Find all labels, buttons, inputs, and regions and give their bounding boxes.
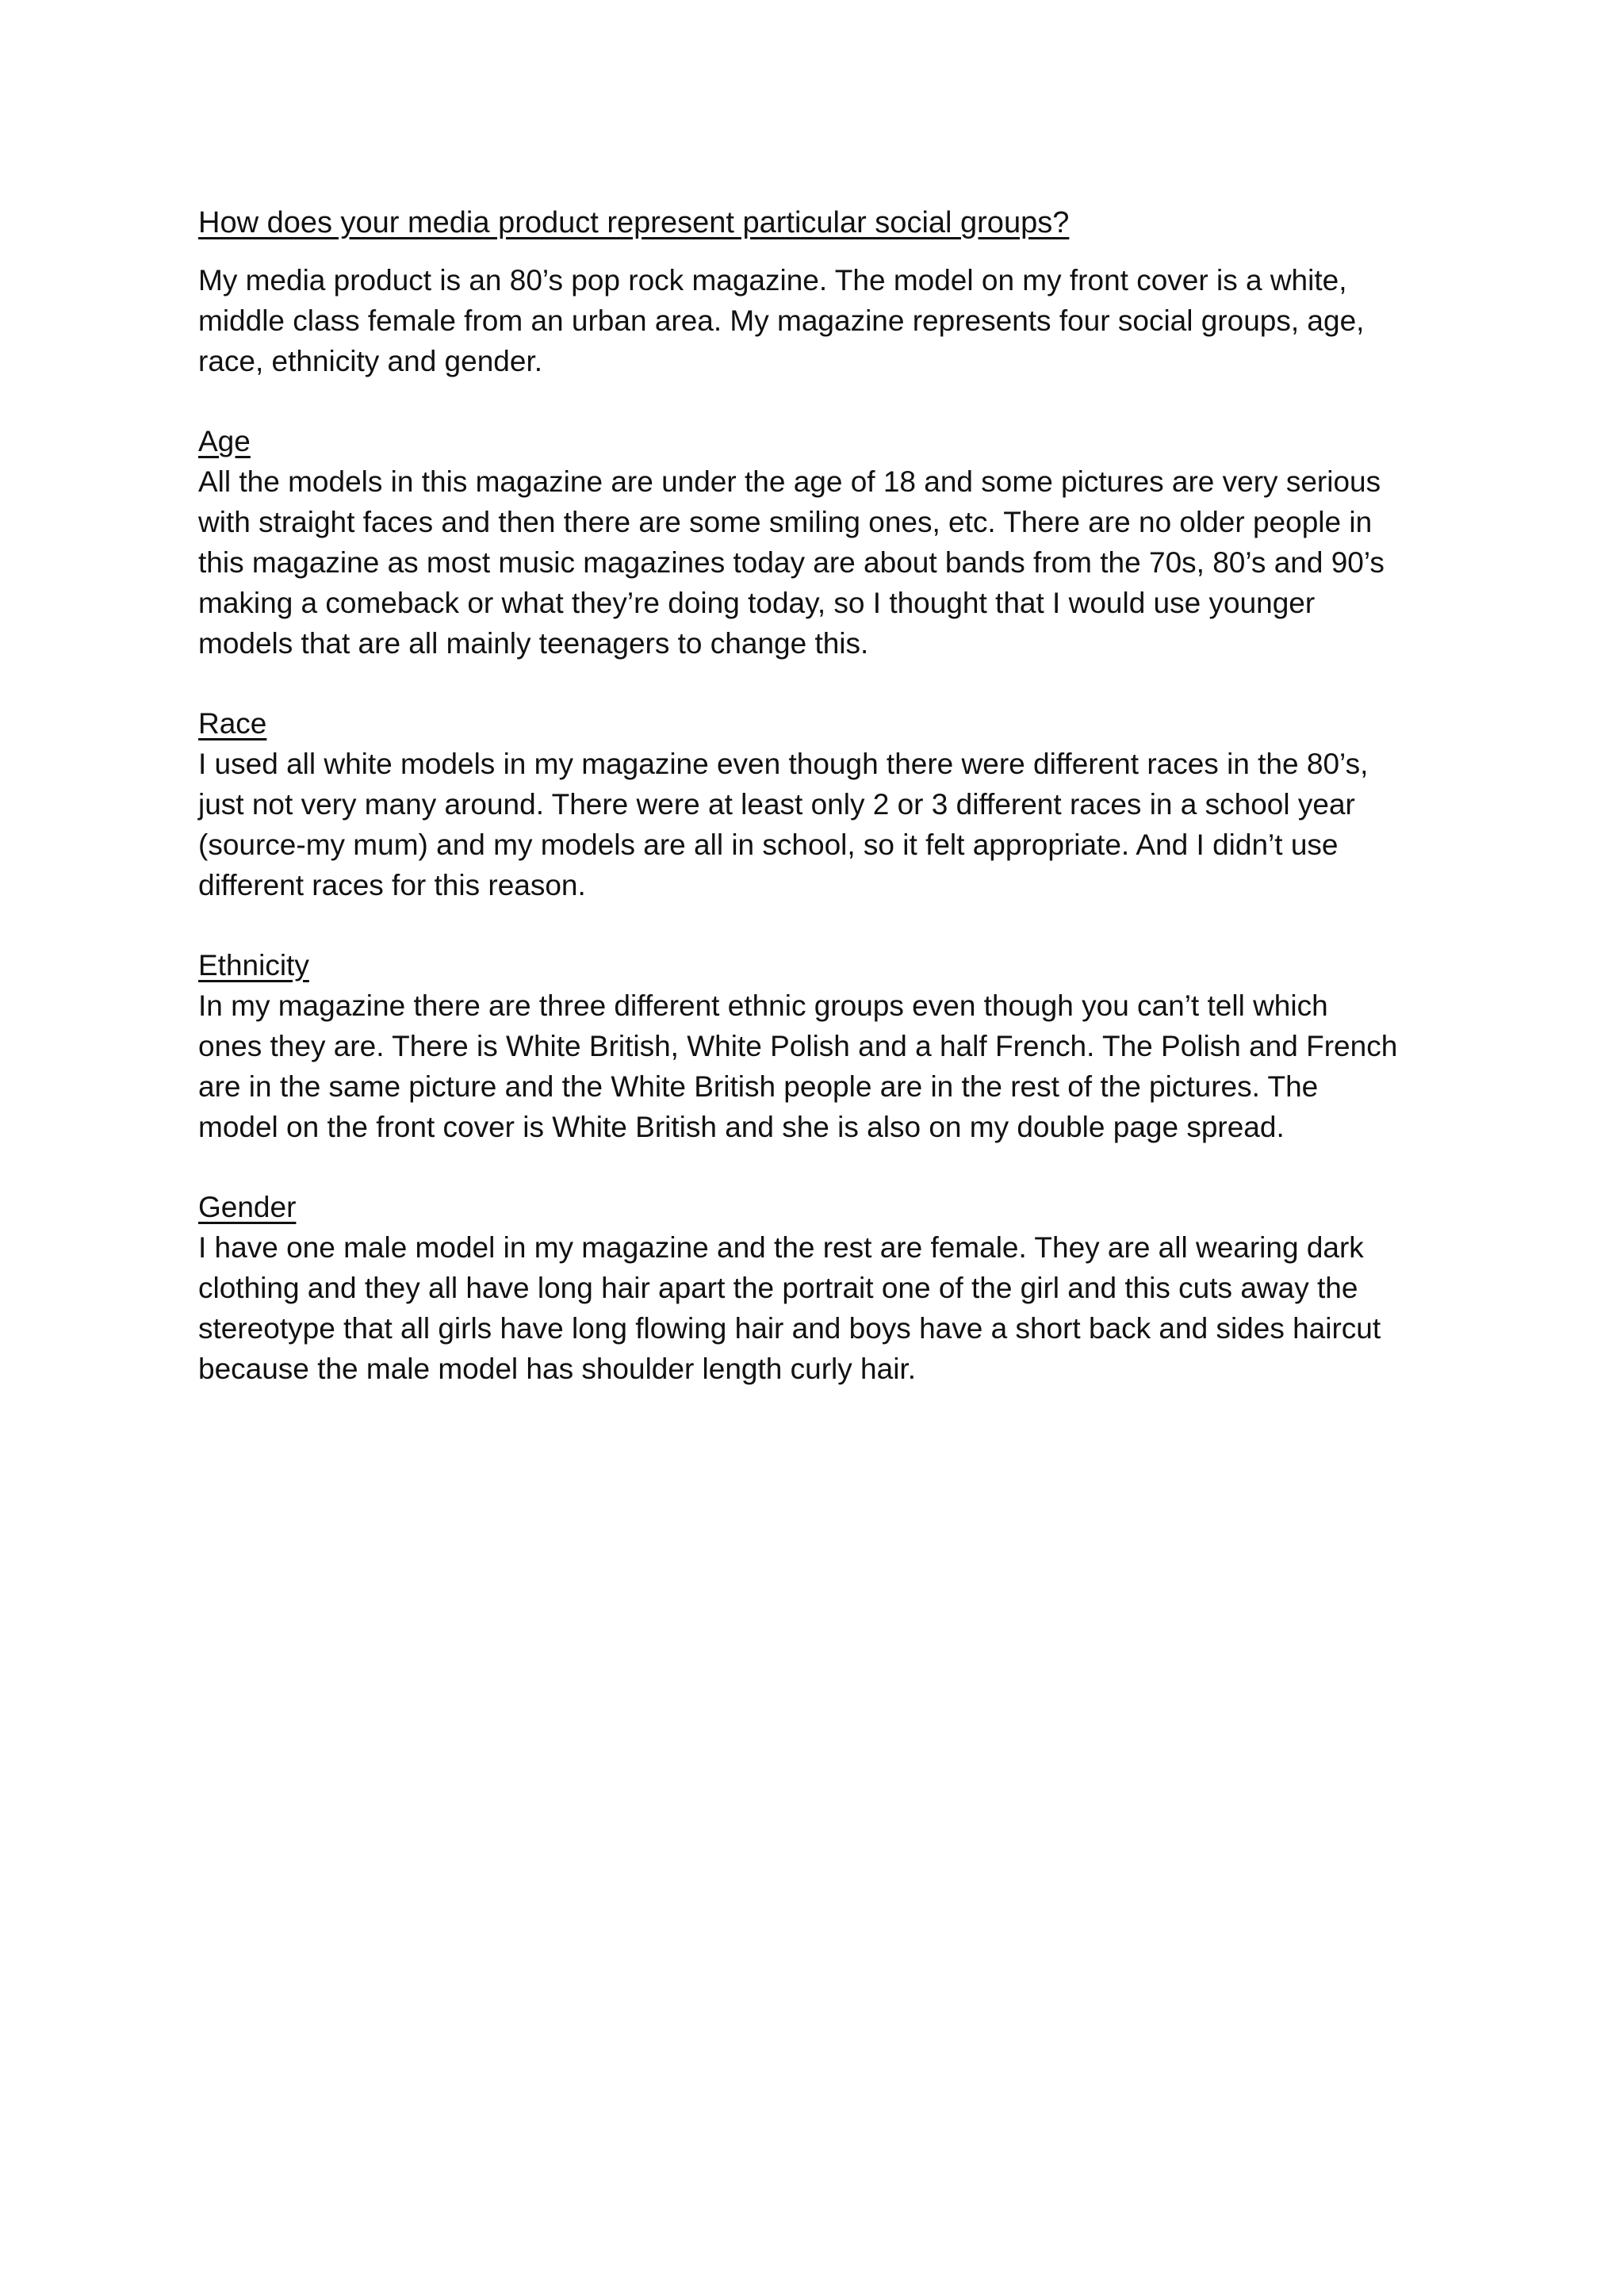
paragraph-line: this magazine as most music magazines today are about bands from the 70s, 80’s and 90’s bbox=[198, 546, 1385, 579]
document-body bbox=[198, 203, 1435, 1389]
paragraph-line: because the male model has shoulder length curly hair. bbox=[198, 1353, 916, 1385]
document-title: How does your media product represent particular social groups? bbox=[198, 206, 1070, 239]
section-paragraph-age bbox=[198, 461, 1435, 664]
paragraph-line: I have one male model in my magazine and the rest are female. They are all wearing dark bbox=[198, 1231, 1364, 1264]
paragraph-line: making a comeback or what they’re doing today, so I thought that I would use younger bbox=[198, 587, 1316, 619]
paragraph-line: stereotype that all girls have long flowing hair and boys have a short back and sides haircut bbox=[198, 1312, 1381, 1345]
paragraph-line: are in the same picture and the White British people are in the rest of the pictures. The bbox=[198, 1070, 1319, 1103]
paragraph-line: (source-my mum) and my models are all in school, so it felt appropriate. And I didn’t use bbox=[198, 828, 1339, 861]
section-heading-race: Race bbox=[198, 707, 267, 740]
paragraph-line: ones they are. There is White British, White Polish and a half French. The Polish and French bbox=[198, 1030, 1398, 1062]
section-race bbox=[198, 703, 1435, 905]
paragraph-line: In my magazine there are three different ethnic groups even though you can’t tell which bbox=[198, 989, 1328, 1022]
paragraph-line: clothing and they all have long hair apart the portrait one of the girl and this cuts away the bbox=[198, 1272, 1358, 1304]
paragraph-line: models that are all mainly teenagers to change this. bbox=[198, 627, 869, 660]
intro-line: middle class female from an urban area. My magazine represents four social groups, age, bbox=[198, 304, 1365, 337]
section-age bbox=[198, 421, 1435, 664]
paragraph-line: just not very many around. There were at least only 2 or 3 different races in a school year bbox=[198, 788, 1355, 821]
section-heading-age: Age bbox=[198, 425, 251, 457]
paragraph-line: All the models in this magazine are under the age of 18 and some pictures are very serious bbox=[198, 465, 1381, 498]
paragraph-line: model on the front cover is White British and she is also on my double page spread. bbox=[198, 1111, 1285, 1143]
paragraph-line: I used all white models in my magazine even though there were different races in the 80’s, bbox=[198, 748, 1369, 780]
section-heading-gender: Gender bbox=[198, 1191, 297, 1223]
intro-line: My media product is an 80’s pop rock magazine. The model on my front cover is a white, bbox=[198, 264, 1347, 297]
intro-line: race, ethnicity and gender. bbox=[198, 345, 543, 377]
section-paragraph-race bbox=[198, 744, 1435, 905]
intro-paragraph bbox=[198, 260, 1435, 381]
section-ethnicity bbox=[198, 945, 1435, 1147]
paragraph-line: different races for this reason. bbox=[198, 869, 586, 901]
section-paragraph-ethnicity bbox=[198, 985, 1435, 1147]
section-paragraph-gender bbox=[198, 1227, 1435, 1389]
paragraph-line: with straight faces and then there are some smiling ones, etc. There are no older people in bbox=[198, 506, 1373, 538]
section-heading-ethnicity: Ethnicity bbox=[198, 949, 309, 982]
section-gender bbox=[198, 1187, 1435, 1389]
